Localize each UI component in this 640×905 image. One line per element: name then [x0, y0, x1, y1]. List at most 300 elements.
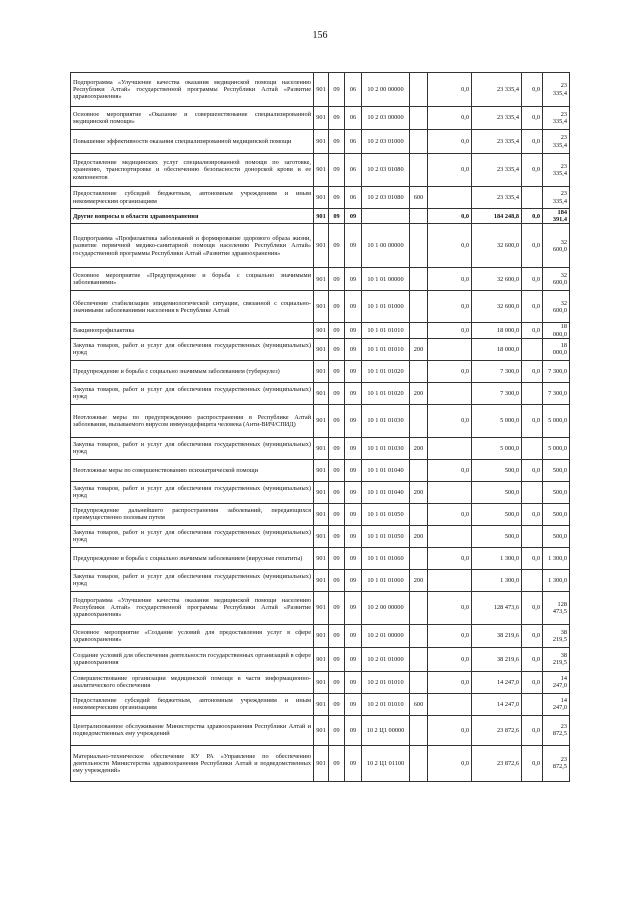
row-amount-2: 14 247,0 [472, 671, 522, 693]
table-row [71, 547, 570, 569]
row-amount-1: 0,0 [428, 209, 472, 224]
row-name: Предупреждение и борьба с социально значимым заболеванием (туберкулез) [71, 360, 314, 382]
row-ved-code: 901 [314, 338, 329, 360]
row-amount-2: 500,0 [472, 459, 522, 481]
row-expense-type-code: 200 [410, 338, 428, 360]
row-subsection-code: 09 [345, 693, 362, 715]
row-name: Предупреждение и борьба с социально значимым заболеванием (вирусные гепатиты) [71, 547, 314, 569]
row-section-code: 09 [329, 338, 345, 360]
row-name: Подпрограмма «Профилактика заболеваний и формирование здорового образа жизни, развитие первичной медико-санитарной помощи населению Республики Алтай» государственной программы Республики Алтай «Развитие здравоохранения» [71, 224, 314, 268]
row-expense-type-code [410, 360, 428, 382]
row-section-code: 09 [329, 268, 345, 291]
row-amount-1: 0,0 [428, 503, 472, 525]
row-amount-2: 23 335,4 [472, 73, 522, 107]
row-ved-code: 901 [314, 693, 329, 715]
row-amount-2: 18 000,0 [472, 338, 522, 360]
row-amount-1 [428, 437, 472, 459]
row-amount-3: 0,0 [522, 647, 543, 671]
row-amount-1: 0,0 [428, 291, 472, 323]
row-section-code: 09 [329, 360, 345, 382]
row-amount-2: 184 248,8 [472, 209, 522, 224]
row-amount-1 [428, 569, 472, 591]
row-amount-2: 5 000,0 [472, 404, 522, 437]
row-target-article-code: 10 2 03 00000 [362, 107, 410, 130]
row-subsection-code: 09 [345, 323, 362, 338]
table-row [71, 209, 570, 224]
table-row [71, 745, 570, 781]
table-row [71, 591, 570, 624]
row-section-code: 09 [329, 154, 345, 187]
row-expense-type-code [410, 404, 428, 437]
row-amount-2: 32 600,0 [472, 291, 522, 323]
row-subsection-code: 09 [345, 224, 362, 268]
row-name: Централизованное обслуживание Министерства здравоохранения Республики Алтай и подведомственных ему учреждений [71, 715, 314, 745]
row-amount-4: 38 219,5 [543, 624, 570, 647]
row-target-article-code: 10 2 00 00000 [362, 73, 410, 107]
row-expense-type-code [410, 547, 428, 569]
row-name: Предоставление субсидий бюджетным, автономным учреждениям и иным некоммерческим организациям [71, 187, 314, 209]
row-name: Основное мероприятие «Создание условий для предоставления услуг в сфере здравоохранения» [71, 624, 314, 647]
row-amount-2: 128 473,6 [472, 591, 522, 624]
row-amount-3: 0,0 [522, 745, 543, 781]
row-amount-4: 18 000,0 [543, 338, 570, 360]
table-row [71, 437, 570, 459]
row-amount-4: 1 300,0 [543, 547, 570, 569]
row-expense-type-code: 200 [410, 382, 428, 404]
row-name: Основное мероприятие «Предупреждение и борьба с социально значимыми заболеваниями» [71, 268, 314, 291]
row-ved-code: 901 [314, 107, 329, 130]
row-amount-4: 32 600,0 [543, 291, 570, 323]
row-amount-2: 38 219,6 [472, 647, 522, 671]
row-amount-4: 18 000,0 [543, 323, 570, 338]
page-number: 156 [312, 30, 328, 41]
row-name: Неотложные меры по совершенствованию психиатрической помощи [71, 459, 314, 481]
row-name: Предоставление субсидий бюджетным, автономным учреждениям и иным некоммерческим организациям [71, 693, 314, 715]
table-row [71, 624, 570, 647]
row-section-code: 09 [329, 503, 345, 525]
row-amount-4: 7 300,0 [543, 382, 570, 404]
row-subsection-code: 09 [345, 715, 362, 745]
row-amount-2: 23 335,4 [472, 154, 522, 187]
row-amount-2: 500,0 [472, 481, 522, 503]
row-ved-code: 901 [314, 671, 329, 693]
row-subsection-code: 09 [345, 647, 362, 671]
row-name: Совершенствование организации медицинской помощи в части информационно-аналитического обеспечения [71, 671, 314, 693]
row-section-code: 09 [329, 569, 345, 591]
row-name: Закупка товаров, работ и услуг для обеспечения государственных (муниципальных) нужд [71, 382, 314, 404]
row-amount-4: 7 300,0 [543, 360, 570, 382]
row-subsection-code: 09 [345, 481, 362, 503]
row-amount-2: 1 300,0 [472, 547, 522, 569]
row-section-code: 09 [329, 459, 345, 481]
row-section-code: 09 [329, 715, 345, 745]
row-amount-3: 0,0 [522, 404, 543, 437]
table-row [71, 671, 570, 693]
row-target-article-code: 10 1 01 01000 [362, 291, 410, 323]
row-ved-code: 901 [314, 745, 329, 781]
row-amount-2: 23 335,4 [472, 107, 522, 130]
row-section-code: 09 [329, 547, 345, 569]
row-expense-type-code: 600 [410, 693, 428, 715]
row-amount-3: 0,0 [522, 671, 543, 693]
row-expense-type-code [410, 624, 428, 647]
row-section-code: 09 [329, 209, 345, 224]
row-section-code: 09 [329, 187, 345, 209]
row-amount-3 [522, 382, 543, 404]
table-row [71, 73, 570, 107]
row-amount-3: 0,0 [522, 130, 543, 154]
row-ved-code: 901 [314, 187, 329, 209]
row-amount-2: 500,0 [472, 503, 522, 525]
row-amount-3: 0,0 [522, 268, 543, 291]
row-target-article-code: 10 1 01 01010 [362, 338, 410, 360]
row-amount-1: 0,0 [428, 624, 472, 647]
row-ved-code: 901 [314, 647, 329, 671]
row-section-code: 09 [329, 591, 345, 624]
row-amount-3: 0,0 [522, 360, 543, 382]
row-amount-1: 0,0 [428, 591, 472, 624]
row-ved-code: 901 [314, 360, 329, 382]
row-amount-3: 0,0 [522, 459, 543, 481]
row-name: Закупка товаров, работ и услуг для обеспечения государственных (муниципальных) нужд [71, 481, 314, 503]
row-amount-4: 500,0 [543, 525, 570, 547]
row-amount-3: 0,0 [522, 224, 543, 268]
table-row [71, 268, 570, 291]
row-amount-4: 500,0 [543, 459, 570, 481]
row-subsection-code: 09 [345, 291, 362, 323]
row-amount-3: 0,0 [522, 591, 543, 624]
row-expense-type-code: 200 [410, 525, 428, 547]
row-expense-type-code [410, 745, 428, 781]
row-expense-type-code [410, 154, 428, 187]
row-subsection-code: 09 [345, 338, 362, 360]
row-target-article-code: 10 2 03 01000 [362, 130, 410, 154]
row-expense-type-code [410, 130, 428, 154]
row-expense-type-code: 200 [410, 481, 428, 503]
row-section-code: 09 [329, 745, 345, 781]
row-amount-1: 0,0 [428, 547, 472, 569]
row-ved-code: 901 [314, 547, 329, 569]
row-amount-1: 0,0 [428, 459, 472, 481]
row-ved-code: 901 [314, 291, 329, 323]
row-name: Повышение эффективности оказания специализированной медицинской помощи [71, 130, 314, 154]
row-name: Закупка товаров, работ и услуг для обеспечения государственных (муниципальных) нужд [71, 525, 314, 547]
row-ved-code: 901 [314, 323, 329, 338]
table-row [71, 360, 570, 382]
row-amount-2: 23 872,6 [472, 715, 522, 745]
row-expense-type-code [410, 73, 428, 107]
row-subsection-code: 06 [345, 73, 362, 107]
row-expense-type-code [410, 291, 428, 323]
row-ved-code: 901 [314, 459, 329, 481]
row-amount-3: 0,0 [522, 503, 543, 525]
row-section-code: 09 [329, 382, 345, 404]
row-target-article-code [362, 209, 410, 224]
row-name: Подпрограмма «Улучшение качества оказания медицинской помощи населению Республики Алтай» государственной программы Республики Алтай «Развитие здравоохранения» [71, 73, 314, 107]
table-row [71, 481, 570, 503]
row-target-article-code: 10 2 01 01000 [362, 647, 410, 671]
row-expense-type-code [410, 209, 428, 224]
row-target-article-code: 10 2 Ц1 00000 [362, 715, 410, 745]
row-target-article-code: 10 2 01 01010 [362, 693, 410, 715]
row-name: Обеспечение стабилизации эпидемиологической ситуации, связанной с социально-значимыми заболеваниями населения в Республике Алтай [71, 291, 314, 323]
row-ved-code: 901 [314, 591, 329, 624]
row-target-article-code: 10 2 01 01010 [362, 671, 410, 693]
row-section-code: 09 [329, 624, 345, 647]
table-row [71, 459, 570, 481]
row-subsection-code: 06 [345, 130, 362, 154]
row-amount-4: 500,0 [543, 481, 570, 503]
row-section-code: 09 [329, 671, 345, 693]
row-subsection-code: 09 [345, 503, 362, 525]
row-section-code: 09 [329, 481, 345, 503]
row-expense-type-code: 600 [410, 187, 428, 209]
row-amount-3 [522, 693, 543, 715]
row-amount-4: 128 473,5 [543, 591, 570, 624]
row-target-article-code: 10 1 01 01010 [362, 323, 410, 338]
row-amount-3 [522, 525, 543, 547]
row-amount-1: 0,0 [428, 647, 472, 671]
table-row [71, 525, 570, 547]
row-amount-2: 14 247,0 [472, 693, 522, 715]
row-section-code: 09 [329, 73, 345, 107]
row-subsection-code: 09 [345, 525, 362, 547]
row-amount-3 [522, 437, 543, 459]
row-amount-1 [428, 481, 472, 503]
row-amount-4: 32 600,0 [543, 224, 570, 268]
row-ved-code: 901 [314, 73, 329, 107]
row-ved-code: 901 [314, 224, 329, 268]
row-target-article-code: 10 1 01 01050 [362, 503, 410, 525]
row-name: Другие вопросы в области здравоохранения [71, 209, 314, 224]
row-ved-code: 901 [314, 154, 329, 187]
row-ved-code: 901 [314, 268, 329, 291]
row-amount-2: 23 335,4 [472, 187, 522, 209]
row-ved-code: 901 [314, 503, 329, 525]
row-amount-3 [522, 187, 543, 209]
row-amount-4: 23 335,4 [543, 154, 570, 187]
table-row [71, 503, 570, 525]
row-amount-4: 23 335,4 [543, 107, 570, 130]
table-row [71, 569, 570, 591]
row-amount-3: 0,0 [522, 291, 543, 323]
row-target-article-code: 10 1 01 01040 [362, 481, 410, 503]
row-expense-type-code: 200 [410, 437, 428, 459]
row-name: Основное мероприятие «Оказание и совершенствование специализированной медицинской помощи» [71, 107, 314, 130]
budget-table [70, 72, 570, 782]
row-subsection-code: 09 [345, 745, 362, 781]
row-amount-3: 0,0 [522, 624, 543, 647]
row-expense-type-code [410, 647, 428, 671]
row-amount-1: 0,0 [428, 154, 472, 187]
row-amount-1: 0,0 [428, 130, 472, 154]
row-amount-1 [428, 525, 472, 547]
row-ved-code: 901 [314, 209, 329, 224]
row-target-article-code: 10 2 00 00000 [362, 591, 410, 624]
row-subsection-code: 09 [345, 268, 362, 291]
row-subsection-code: 06 [345, 107, 362, 130]
row-amount-3: 0,0 [522, 154, 543, 187]
row-amount-3: 0,0 [522, 209, 543, 224]
row-amount-4: 23 872,5 [543, 715, 570, 745]
row-amount-1: 0,0 [428, 224, 472, 268]
row-target-article-code: 10 1 01 01060 [362, 569, 410, 591]
row-subsection-code: 06 [345, 187, 362, 209]
row-amount-3: 0,0 [522, 715, 543, 745]
row-amount-2: 23 335,4 [472, 130, 522, 154]
table-row [71, 107, 570, 130]
row-expense-type-code: 200 [410, 569, 428, 591]
row-amount-4: 500,0 [543, 503, 570, 525]
row-ved-code: 901 [314, 569, 329, 591]
row-subsection-code: 09 [345, 624, 362, 647]
row-section-code: 09 [329, 224, 345, 268]
row-amount-4: 14 247,0 [543, 693, 570, 715]
row-amount-1 [428, 338, 472, 360]
row-amount-4: 1 300,0 [543, 569, 570, 591]
table-row [71, 187, 570, 209]
row-expense-type-code [410, 715, 428, 745]
row-expense-type-code [410, 268, 428, 291]
row-section-code: 09 [329, 404, 345, 437]
table-row [71, 291, 570, 323]
table-row [71, 154, 570, 187]
row-ved-code: 901 [314, 525, 329, 547]
row-subsection-code: 09 [345, 209, 362, 224]
row-target-article-code: 10 2 01 00000 [362, 624, 410, 647]
row-amount-2: 5 000,0 [472, 437, 522, 459]
row-ved-code: 901 [314, 624, 329, 647]
row-subsection-code: 09 [345, 569, 362, 591]
row-ved-code: 901 [314, 481, 329, 503]
row-target-article-code: 10 1 01 01030 [362, 437, 410, 459]
row-subsection-code: 09 [345, 437, 362, 459]
row-amount-4: 23 335,4 [543, 73, 570, 107]
row-subsection-code: 09 [345, 591, 362, 624]
row-amount-1 [428, 693, 472, 715]
row-subsection-code: 09 [345, 671, 362, 693]
row-section-code: 09 [329, 693, 345, 715]
row-subsection-code: 09 [345, 459, 362, 481]
row-amount-2: 32 600,0 [472, 268, 522, 291]
row-section-code: 09 [329, 323, 345, 338]
table-row [71, 130, 570, 154]
table-row [71, 647, 570, 671]
row-amount-1: 0,0 [428, 73, 472, 107]
row-name: Подпрограмма «Улучшение качества оказания медицинской помощи населению Республики Алтай» государственной программы Республики Алтай «Развитие здравоохранения» [71, 591, 314, 624]
row-subsection-code: 09 [345, 547, 362, 569]
row-target-article-code: 10 1 01 01060 [362, 547, 410, 569]
row-section-code: 09 [329, 130, 345, 154]
row-target-article-code: 10 1 01 01050 [362, 525, 410, 547]
row-name: Материально-техническое обеспечение КУ РА «Управление по обеспечению деятельности Министерства здравоохранения Республики Алтай и подведомственных ему учреждений» [71, 745, 314, 781]
row-section-code: 09 [329, 437, 345, 459]
row-amount-1: 0,0 [428, 360, 472, 382]
table-row [71, 404, 570, 437]
row-name: Закупка товаров, работ и услуг для обеспечения государственных (муниципальных) нужд [71, 437, 314, 459]
row-target-article-code: 10 1 01 01030 [362, 404, 410, 437]
row-amount-1 [428, 187, 472, 209]
row-amount-3 [522, 481, 543, 503]
row-target-article-code: 10 2 Ц1 01100 [362, 745, 410, 781]
row-name: Создание условий для обеспечения деятельности государственных организаций в сфере здравоохранения [71, 647, 314, 671]
row-expense-type-code [410, 224, 428, 268]
row-amount-4: 23 335,4 [543, 187, 570, 209]
row-amount-1 [428, 382, 472, 404]
row-amount-3: 0,0 [522, 323, 543, 338]
row-ved-code: 901 [314, 404, 329, 437]
row-target-article-code: 10 1 01 01020 [362, 382, 410, 404]
row-expense-type-code [410, 671, 428, 693]
row-expense-type-code [410, 503, 428, 525]
row-amount-2: 1 300,0 [472, 569, 522, 591]
row-section-code: 09 [329, 647, 345, 671]
row-amount-4: 5 000,0 [543, 437, 570, 459]
row-amount-4: 184 391,4 [543, 209, 570, 224]
row-expense-type-code [410, 107, 428, 130]
row-target-article-code: 10 2 03 01080 [362, 187, 410, 209]
row-amount-4: 23 872,5 [543, 745, 570, 781]
row-amount-1: 0,0 [428, 404, 472, 437]
row-target-article-code: 10 1 01 00000 [362, 268, 410, 291]
row-amount-2: 500,0 [472, 525, 522, 547]
row-ved-code: 901 [314, 130, 329, 154]
table-row [71, 382, 570, 404]
row-amount-2: 7 300,0 [472, 360, 522, 382]
row-amount-1: 0,0 [428, 323, 472, 338]
row-section-code: 09 [329, 291, 345, 323]
row-name: Предоставление медицинских услуг специализированной помощи по заготовке, хранению, транспортировке и обеспечению безопасности донорской крови и ее компонентов [71, 154, 314, 187]
row-section-code: 09 [329, 525, 345, 547]
row-amount-1: 0,0 [428, 745, 472, 781]
row-amount-1: 0,0 [428, 107, 472, 130]
row-target-article-code: 10 1 01 01040 [362, 459, 410, 481]
row-subsection-code: 09 [345, 404, 362, 437]
row-amount-2: 7 300,0 [472, 382, 522, 404]
table-row [71, 224, 570, 268]
row-subsection-code: 06 [345, 154, 362, 187]
row-amount-4: 23 335,4 [543, 130, 570, 154]
row-expense-type-code [410, 591, 428, 624]
row-target-article-code: 10 2 03 01080 [362, 154, 410, 187]
table-row [71, 323, 570, 338]
row-amount-3 [522, 569, 543, 591]
row-name: Закупка товаров, работ и услуг для обеспечения государственных (муниципальных) нужд [71, 338, 314, 360]
row-amount-2: 32 600,0 [472, 224, 522, 268]
row-ved-code: 901 [314, 382, 329, 404]
row-amount-2: 23 872,6 [472, 745, 522, 781]
row-amount-3: 0,0 [522, 547, 543, 569]
row-subsection-code: 09 [345, 382, 362, 404]
row-name: Закупка товаров, работ и услуг для обеспечения государственных (муниципальных) нужд [71, 569, 314, 591]
row-amount-4: 32 600,0 [543, 268, 570, 291]
row-amount-1: 0,0 [428, 715, 472, 745]
row-subsection-code: 09 [345, 360, 362, 382]
row-ved-code: 901 [314, 437, 329, 459]
row-amount-4: 38 219,5 [543, 647, 570, 671]
row-name: Предупреждение дальнейшего распространения заболеваний, передающихся преимущественно половым путем [71, 503, 314, 525]
row-amount-4: 14 247,0 [543, 671, 570, 693]
row-amount-3: 0,0 [522, 107, 543, 130]
row-ved-code: 901 [314, 715, 329, 745]
row-name: Вакцинопрофилактика [71, 323, 314, 338]
row-expense-type-code [410, 323, 428, 338]
table-row [71, 715, 570, 745]
row-amount-1: 0,0 [428, 671, 472, 693]
row-amount-4: 5 000,0 [543, 404, 570, 437]
table-row [71, 338, 570, 360]
row-expense-type-code [410, 459, 428, 481]
